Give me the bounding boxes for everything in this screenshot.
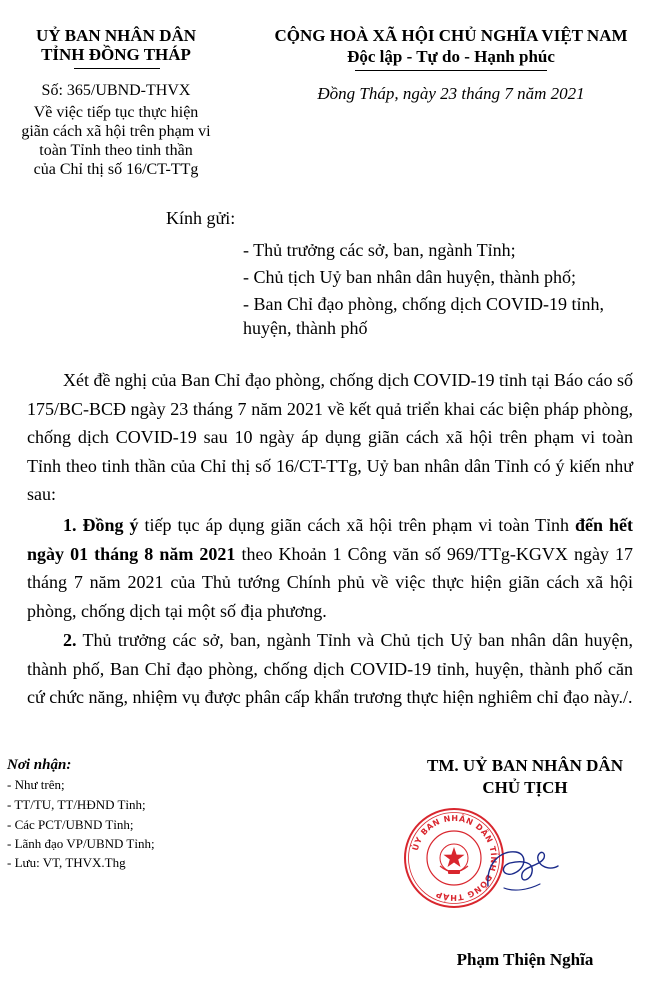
issuer-province: TỈNH ĐỒNG THÁP xyxy=(41,45,191,64)
signer-authority: TM. UỶ BAN NHÂN DÂN xyxy=(427,756,623,775)
decision-1-reference: theo Khoản 1 Công văn số 969/TTg-KGVX ngày 17 tháng 7 năm 2021 của Thủ tướng Chính phủ về việc thực hiện giãn cách xã hội phòng, chống dịch tại một số địa phương. xyxy=(27,543,634,621)
decision-2-number: 2. xyxy=(63,630,77,650)
body-paragraph-decision-1 xyxy=(27,511,633,625)
national-motto: Độc lập - Tự do - Hạnh phúc xyxy=(347,47,555,66)
recipient-item: - Chủ tịch Uỷ ban nhân dân huyện, thành phố; xyxy=(243,267,576,287)
signer-position: CHỦ TỊCH xyxy=(482,778,568,797)
recipient-item: - Ban Chỉ đạo phòng, chống dịch COVID-19 tỉnh, xyxy=(243,294,604,314)
issuer-underline xyxy=(74,68,160,69)
decision-1-deadline: đến hết ngày 01 tháng 8 năm 2021 xyxy=(27,515,633,564)
issuer-name: UỶ BAN NHÂN DÂN xyxy=(35,26,197,45)
recipient-item-continuation: huyện, thành phố xyxy=(243,318,368,338)
handwritten-signature xyxy=(482,830,562,906)
national-title: CỘNG HOÀ XÃ HỘI CHỦ NGHĨA VIỆT NAM xyxy=(274,26,628,45)
motto-underline xyxy=(355,70,547,71)
document-number: Số: 365/UBND-THVX xyxy=(41,82,191,99)
distribution-item: - Như trên; xyxy=(7,777,65,792)
distribution-item: - Các PCT/UBND Tỉnh; xyxy=(7,817,134,832)
body-paragraph-intro: Xét đề nghị của Ban Chỉ đạo phòng, chống dịch COVID-19 tỉnh tại Báo cáo số 175/BC-BCĐ ngày 23 tháng 7 năm 2021 về kết quả triển khai các biện pháp phòng, chống dịch COVID-19 sau 10 ngày áp dụng giãn cách xã hội trên phạm vi toàn Tỉnh theo tinh thần của Chỉ thị số 16/CT-TTg, Uỷ ban nhân dân Tỉnh có ý kiến như sau: xyxy=(27,370,633,504)
salutation-label: Kính gửi: xyxy=(166,208,236,228)
subject-line: Về việc tiếp tục thực hiện xyxy=(33,104,199,121)
seal-lettering: ỦY BAN NHÂN DÂN TỈNH ĐỒNG THÁP xyxy=(410,813,499,903)
decision-1-text: tiếp tục áp dụng giãn cách xã hội trên phạm vi toàn Tỉnh xyxy=(138,515,575,535)
document-subject xyxy=(0,103,232,179)
subject-line: toàn Tỉnh theo tinh thần xyxy=(39,142,193,159)
distribution-item: - Lưu: VT, THVX.Thg xyxy=(7,855,126,870)
subject-line: giãn cách xã hội trên phạm vi xyxy=(21,123,211,140)
distribution-item: - TT/TU, TT/HĐND Tỉnh; xyxy=(7,797,146,812)
recipient-item: - Thủ trưởng các sở, ban, ngành Tỉnh; xyxy=(243,240,516,260)
subject-line: của Chỉ thị số 16/CT-TTg xyxy=(33,161,199,178)
distribution-item: - Lãnh đạo VP/UBND Tỉnh; xyxy=(7,836,155,851)
decision-1-lead: 1. Đồng ý xyxy=(63,515,139,535)
decision-2-text: Thủ trưởng các sở, ban, ngành Tỉnh và Chủ tịch Uỷ ban nhân dân huyện, thành phố, Ban Chỉ đạo phòng, chống dịch COVID-19 tỉnh, huyện, thành phố căn cứ chức năng, nhiệm vụ được phân cấp khẩn trương thực hiện nghiêm chỉ đạo này./. xyxy=(27,630,633,707)
body-paragraph-decision-2 xyxy=(27,626,633,712)
place-date: Đồng Tháp, ngày 23 tháng 7 năm 2021 xyxy=(317,84,585,103)
signer-name: Phạm Thiện Nghĩa xyxy=(456,950,594,969)
national-emblem-icon xyxy=(440,844,468,874)
distribution-title: Nơi nhận: xyxy=(7,757,72,773)
